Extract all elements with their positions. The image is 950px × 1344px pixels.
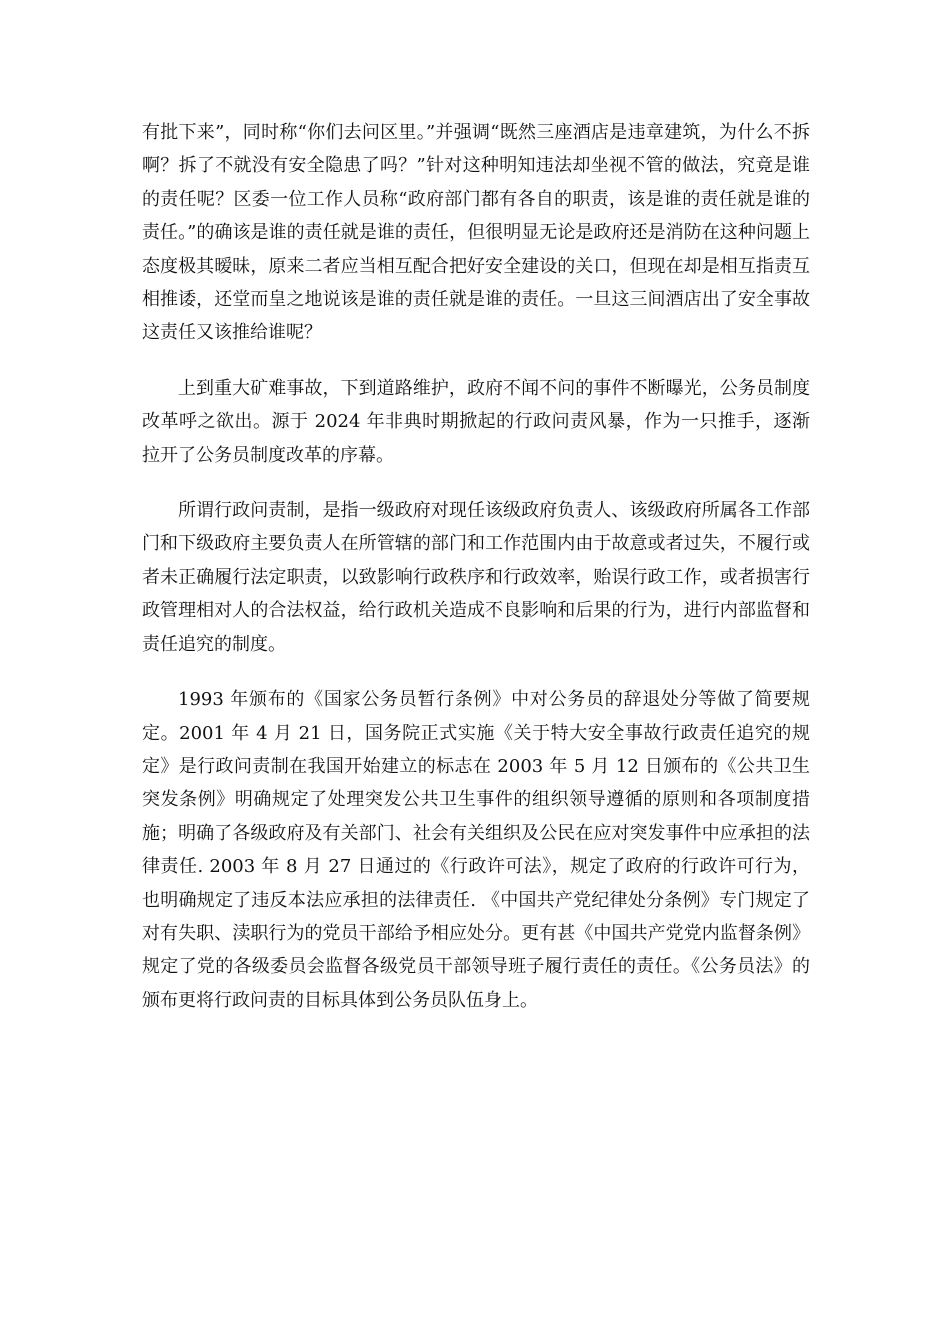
paragraph-accountability-definition: 所谓行政问责制，是指一级政府对现任该级政府负责人、该级政府所属各工作部门和下级政府主要负责人在所管辖的部门和工作范围内由于故意或者过失，不履行或者未正确履行法定职责，以致影响行政秩序和行政效率，贻误行政工作，或者损害行政管理相对人的合法权益，给行政机关造成不良影响和后果的行为，进行内部监督和责任追究的制度。 (142, 500, 810, 655)
paragraph-public-servant-reform: 上到重大矿难事故，下到道路维护，政府不闻不问的事件不断曝光，公务员制度改革呼之欲出。源于 2024 年非典时期掀起的行政问责风暴，作为一只推手，逐渐拉开了公务员制度改革的序幕。 (142, 377, 810, 466)
document-body (142, 116, 810, 1039)
paragraph-continuation: 有批下来”，同时称“你们去问区里。”并强调“既然三座酒店是违章建筑，为什么不拆啊？拆了不就没有安全隐患了吗？”针对这种明知违法却坐视不管的做法，究竟是谁的责任呢？区委一位工作人员称“政府部门都有各自的职责，该是谁的责任就是谁的责任。”的确该是谁的责任就是谁的责任，但很明显无论是政府还是消防在这种问题上态度极其暧昧，原来二者应当相互配合把好安全建设的关口，但现在却是相互指责互相推诿，还堂而皇之地说该是谁的责任就是谁的责任。一旦这三间酒店出了安全事故这责任又该推给谁呢？ (142, 122, 810, 344)
paragraph-legal-history: 1993 年颁布的《国家公务员暂行条例》中对公务员的辞退处分等做了简要规定。2001 年 4 月 21 日，国务院正式实施《关于特大安全事故行政责任追究的规定》是行政问责制在我国开始建立的标志在 2003 年 5 月 12 日颁布的《公共卫生突发条例》明确规定了处理突发公共卫生事件的组织领导遵循的原则和各项制度措施；明确了各级政府及有关部门、社会有关组织及公民在应对突发事件中应承担的法律责任. 2003 年 8 月 27 日通过的《行政许可法》，规定了政府的行政许可行为，也明确规定了违反本法应承担的法律责任. 《中国共产党纪律处分条例》专门规定了对有失职、渎职行为的党员干部给予相应处分。更有甚《中国共产党党内监督条例》规定了党的各级委员会监督各级党员干部领导班子履行责任的责任。《公务员法》的颁布更将行政问责的目标具体到公务员队伍身上。 (142, 689, 810, 1011)
